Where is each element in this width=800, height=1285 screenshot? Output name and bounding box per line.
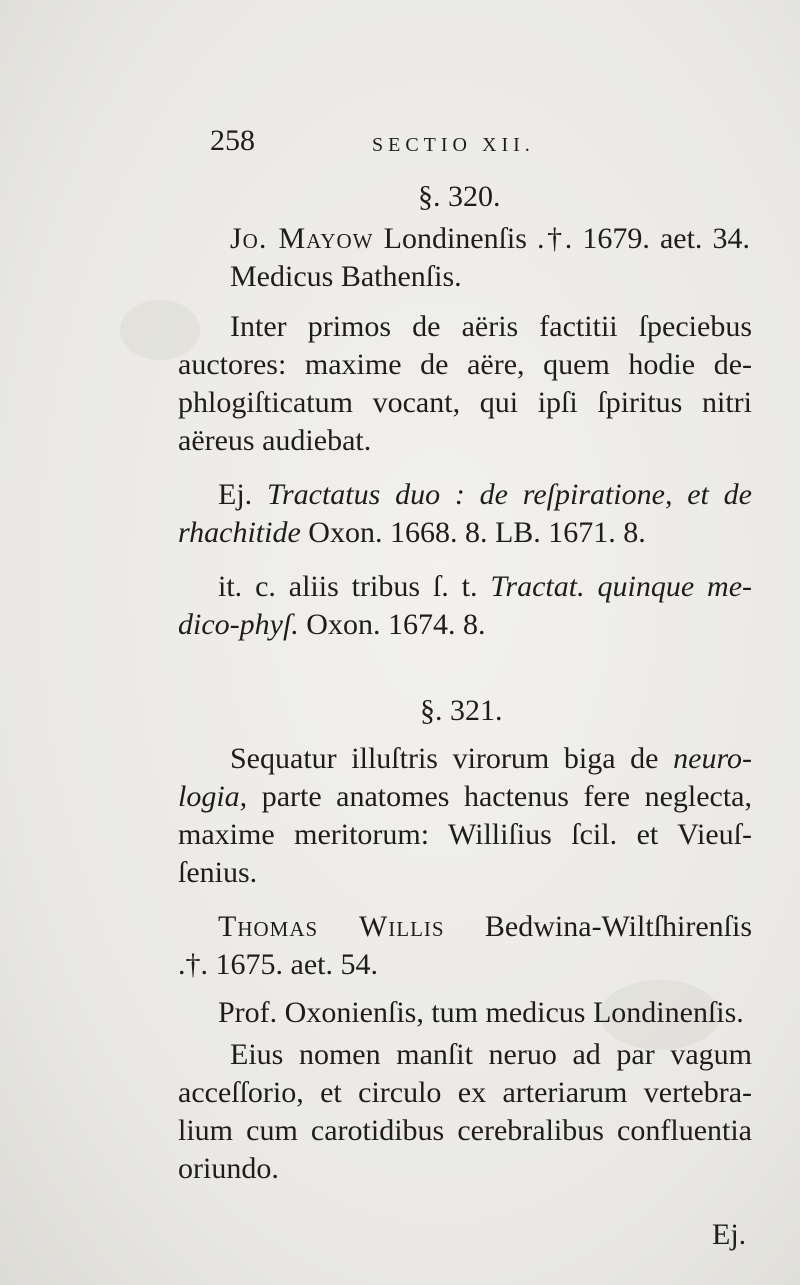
para-line: ſenius.	[178, 856, 258, 889]
bibliography-line	[218, 568, 752, 606]
catchword: Ej.	[712, 1218, 747, 1251]
work-title: Tractatus duo :	[266, 478, 465, 511]
para-line: phlogiſticatum vocant, qui ipſi ſpiritus nitri	[178, 386, 752, 419]
text-span: logia,	[178, 780, 248, 813]
entry-willis-line2: .†. 1675. aet. 54.	[178, 948, 378, 981]
author-origin: Bedwina-Wiltſhirenſis	[484, 910, 752, 943]
text-span: neuro-	[673, 742, 752, 775]
running-title: SECTIO XII.	[372, 134, 535, 156]
author-name-mayow: Jo. Mayow	[230, 222, 374, 255]
text-span: parte anatomes hactenus fere neglecta,	[261, 780, 752, 813]
para-line: maxime meritorum: Williſius ſcil. et Vieuſ-	[178, 818, 752, 851]
imprint: it. c. aliis tribus ſ. t.	[218, 570, 478, 603]
work-title: de reſpiratione, et de	[479, 478, 752, 511]
bibliography-line	[218, 476, 752, 514]
para-line: auctores: maxime de aëre, quem hodie de-	[178, 348, 752, 381]
section-heading-320: §. 320.	[418, 180, 501, 213]
entry-willis-line1	[218, 908, 752, 946]
work-title: rhachitide	[178, 516, 301, 549]
para-line: oriundo.	[178, 1152, 279, 1185]
para-line: aëreus audiebat.	[178, 424, 372, 457]
ej-label: Ej.	[218, 478, 253, 511]
work-title: dico-phyſ.	[178, 608, 299, 641]
author-name-willis: Thomas Willis	[218, 910, 445, 943]
para-line: Inter primos de aëris factitii ſpeciebus	[230, 310, 752, 343]
text-span: Sequatur illuſtris virorum biga de	[230, 742, 659, 775]
para-line: Eius nomen manſit neruo ad par vagum	[230, 1038, 752, 1071]
entry-willis-line3: Prof. Oxonienſis, tum medicus Londinenſis.	[218, 996, 744, 1029]
bibliography-line	[178, 606, 485, 644]
para-line: acceſſorio, et circulo ex arteriarum vertebra-	[178, 1076, 752, 1109]
section-heading-321: §. 321.	[420, 694, 503, 727]
imprint: Oxon. 1668. 8. LB. 1671. 8.	[308, 516, 646, 549]
page-number: 258	[210, 124, 255, 157]
para-line	[230, 740, 752, 778]
bibliography-line	[178, 514, 646, 552]
para-line	[178, 778, 752, 816]
para-line: lium cum carotidibus cerebralibus confluentia	[178, 1114, 752, 1147]
entry-mayow-line2: Medicus Bathenſis.	[230, 260, 462, 293]
author-dates-mayow: Londinenſis .†. 1679. aet. 34.	[383, 222, 751, 255]
work-title: Tractat. quinque me-	[490, 570, 752, 603]
entry-mayow-line1	[230, 220, 750, 258]
imprint: Oxon. 1674. 8.	[306, 608, 486, 641]
